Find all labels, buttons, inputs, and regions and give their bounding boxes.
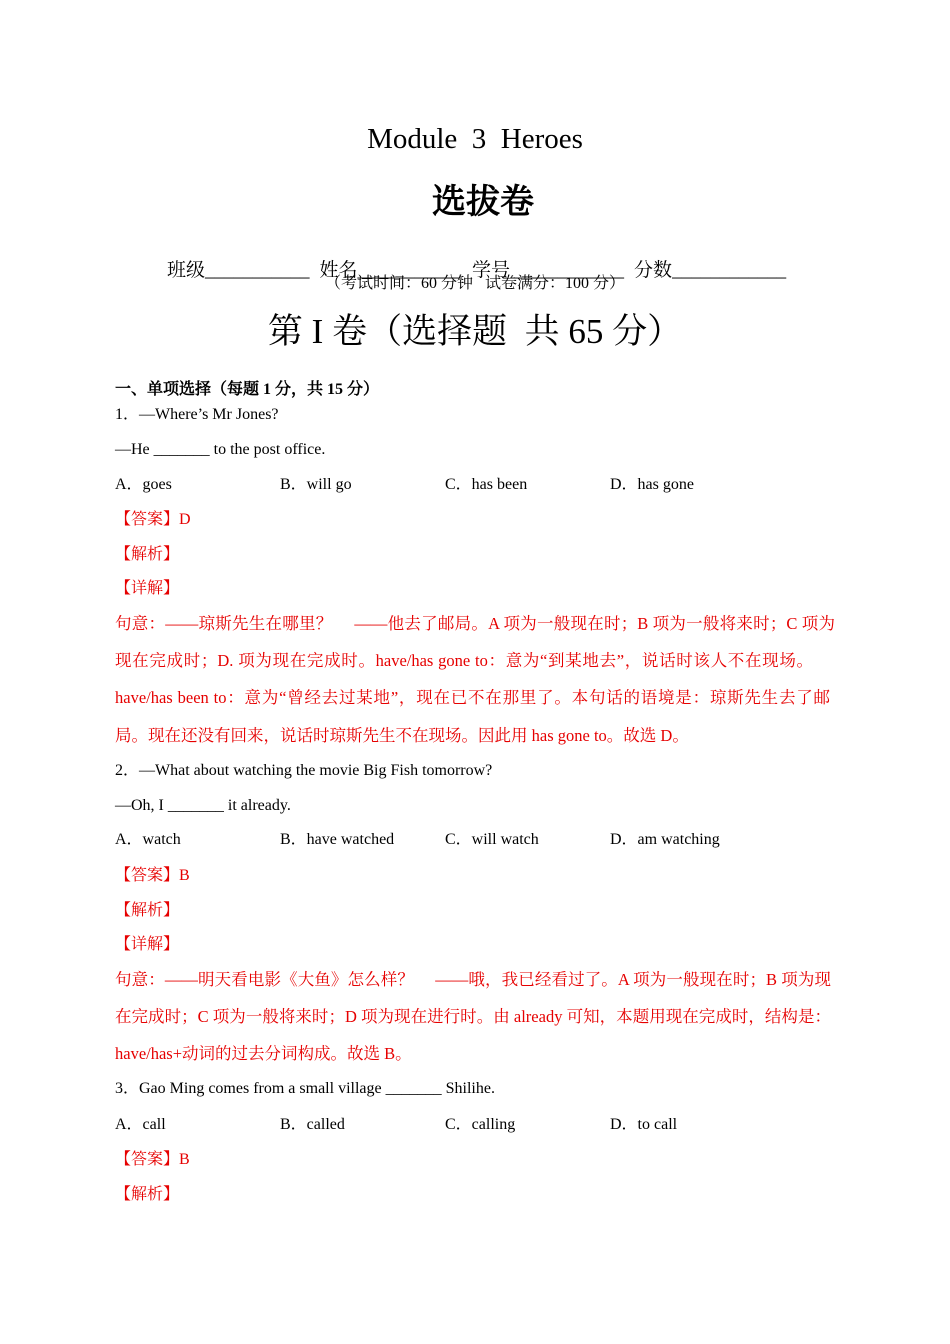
- section-heading: 一、单项选择（每题 1 分，共 15 分）: [115, 381, 380, 398]
- field-class-label: 班级: [167, 259, 206, 281]
- option-a: A．goes: [115, 476, 172, 493]
- option-a: A．watch: [115, 831, 181, 848]
- option-d: D．am watching: [610, 831, 720, 848]
- option-c: C．will watch: [445, 831, 539, 848]
- question-stem: 1．—Where’s Mr Jones?: [115, 406, 279, 423]
- option-d: D．has gone: [610, 476, 694, 493]
- exam-info: （考试时间：60 分钟 试卷满分：100 分）: [324, 275, 625, 292]
- option-b: B．called: [280, 1116, 345, 1133]
- detail-label: 【详解】: [115, 580, 180, 597]
- field-name-label: 姓名: [319, 259, 358, 281]
- question-stem: —He _______ to the post office.: [115, 441, 326, 458]
- student-info-fields: [148, 237, 786, 305]
- field-class-blank: ___________: [205, 259, 310, 281]
- answer-label: 【答案】B: [115, 1151, 190, 1168]
- field-student-id-blank: ____________: [510, 259, 625, 281]
- option-b: B．will go: [280, 476, 352, 493]
- answer-label: 【答案】B: [115, 867, 190, 884]
- field-score-blank: ____________: [672, 259, 787, 281]
- explanation-line: 在完成时；C 项为一般将来时；D 项为现在进行时。由 already 可知，本题用现在完成时，结构是：: [115, 1007, 831, 1026]
- analysis-label: 【解析】: [115, 546, 180, 563]
- explanation-line: 现在完成时；D. 项为现在完成时。have/has gone to：意为“到某地去”，说话时该人不在现场。: [115, 651, 813, 670]
- explanation-line: 局。现在还没有回来，说话时琼斯先生不在现场。因此用 has gone to。故选 D。: [115, 726, 689, 745]
- question-options: [115, 830, 775, 849]
- paper-subtitle: 选拔卷: [432, 182, 534, 222]
- question-options: [115, 475, 775, 494]
- field-student-id-label: 学号: [472, 259, 511, 281]
- question-stem: 2．—What about watching the movie Big Fish tomorrow?: [115, 762, 493, 779]
- answer-label: 【答案】D: [115, 511, 191, 528]
- option-c: C．has been: [445, 476, 528, 493]
- question-options: [115, 1115, 775, 1134]
- question-stem: 3．Gao Ming comes from a small village _______ Shilihe.: [115, 1080, 495, 1097]
- explanation-line: have/has been to：意为“曾经去过某地”，现在已不在那里了。本句话的语境是：琼斯先生去了邮: [115, 688, 830, 707]
- option-b: B．have watched: [280, 831, 395, 848]
- explanation-line: have/has+动词的过去分词构成。故选 B。: [115, 1044, 412, 1063]
- detail-label: 【详解】: [115, 936, 180, 953]
- option-a: A．call: [115, 1116, 166, 1133]
- option-d: D．to call: [610, 1116, 678, 1133]
- field-name-blank: ___________: [357, 259, 463, 281]
- section-title: 第 I 卷（选择题 共 65 分）: [267, 312, 683, 351]
- question-stem: —Oh, I _______ it already.: [115, 797, 291, 814]
- analysis-label: 【解析】: [115, 1186, 180, 1203]
- analysis-label: 【解析】: [115, 902, 180, 919]
- option-c: C．calling: [445, 1116, 516, 1133]
- document-title: Module 3 Heroes: [367, 123, 583, 155]
- field-score-label: 分数: [634, 259, 673, 281]
- explanation-line: 句意：——明天看电影《大鱼》怎么样？ ——哦，我已经看过了。A 项为一般现在时；B 项为现: [115, 970, 831, 989]
- explanation-line: 句意：——琼斯先生在哪里？ ——他去了邮局。A 项为一般现在时；B 项为一般将来时；C 项为: [115, 614, 835, 633]
